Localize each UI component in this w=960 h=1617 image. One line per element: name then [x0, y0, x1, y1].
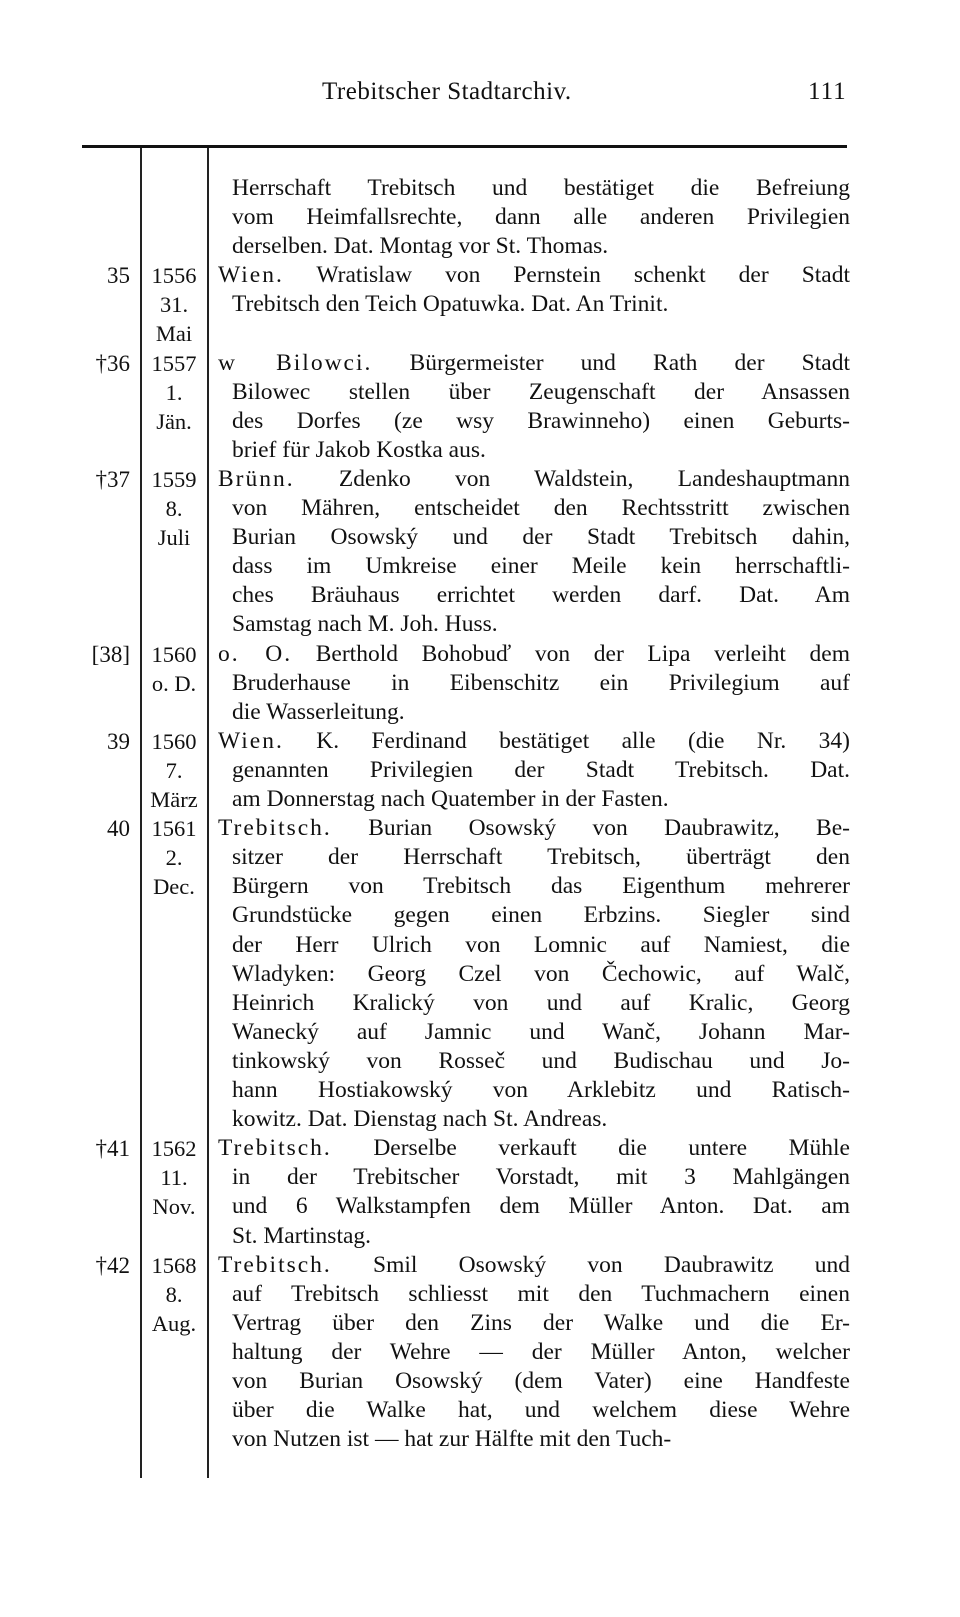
text-line: St. Martinstag.	[232, 1222, 372, 1249]
entry-place: o. O.	[218, 640, 293, 667]
entry-number: 39	[107, 728, 130, 754]
text-line: von Nutzen ist — hat zur Hälfte mit den Tuch-	[232, 1426, 672, 1453]
text-line: vom Heimfallsrechte, dann alle anderen Privilegien	[232, 204, 850, 231]
text-line	[218, 1251, 850, 1280]
column-divider-right	[207, 148, 209, 1478]
entry-place: Brünn.	[218, 466, 295, 492]
entry-text	[218, 640, 850, 727]
entry-date-part: 1568	[151, 1252, 197, 1278]
entry-date	[141, 465, 207, 552]
text-line-rest: Wratislaw von Pernstein schenkt der Stadt	[283, 262, 850, 289]
entry-date	[141, 727, 207, 814]
text-line-rest: Burian Osowský von Daubrawitz, Be-	[331, 815, 850, 842]
text-line-rest: Berthold Bohobuď von der Lipa verleiht dem	[292, 640, 850, 667]
entry-text	[218, 465, 850, 640]
entry-date-part: Mai	[155, 321, 193, 347]
entry-place: Trebitsch.	[218, 1251, 332, 1278]
entry-date-part: 1560	[151, 728, 197, 754]
text-line	[218, 349, 850, 378]
text-line	[218, 814, 850, 843]
text-line: am Donnerstag nach Quatember in der Fasten.	[232, 786, 669, 813]
entry-text	[218, 727, 850, 814]
entry-date-part: 1562	[151, 1136, 197, 1162]
text-line: von Mähren, entscheidet den Rechtsstritt zwischen	[232, 495, 850, 522]
entry-number: †41	[95, 1136, 130, 1162]
entry-date-part: 11.	[160, 1165, 188, 1191]
entry-date	[141, 349, 207, 436]
entry-number: 35	[107, 263, 130, 289]
entry-date	[141, 814, 207, 901]
text-line	[218, 1134, 850, 1163]
entry-date-part: 1561	[151, 816, 197, 842]
text-line	[218, 727, 850, 756]
entry-date-part: 1559	[151, 467, 197, 492]
entry-text	[218, 261, 850, 319]
entry-date-part: März	[150, 786, 198, 812]
text-line	[218, 465, 850, 494]
entry-date-part: 1560	[151, 641, 197, 667]
text-line: haltung der Wehre — der Müller Anton, welcher	[232, 1338, 850, 1365]
entry-date	[141, 1134, 207, 1221]
text-line: Herrschaft Trebitsch und bestätiget die Befreiung	[232, 175, 850, 201]
entry-date-part: 31.	[159, 292, 189, 318]
entry-number: †36	[95, 350, 130, 376]
entry-date-part: Aug.	[151, 1310, 197, 1336]
entry-number: [38]	[91, 641, 130, 667]
entry-date-part: o. D.	[151, 670, 197, 696]
text-line: Trebitsch den Teich Opatuwka. Dat. An Trinit.	[232, 291, 669, 318]
text-line: der Herr Ulrich von Lomnic auf Namiest, die	[232, 931, 850, 958]
entry-text	[218, 349, 850, 465]
entry-date-part: 8.	[165, 1281, 183, 1307]
entry-text	[218, 1134, 850, 1250]
entry-date-part: 2.	[165, 845, 183, 871]
text-line: hann Hostiakowský von Arklebitz und Ratisch-	[232, 1077, 850, 1104]
entry-date-part: Dec.	[153, 874, 195, 900]
entry-date-part: Nov.	[152, 1194, 196, 1220]
entry-date-part: 8.	[165, 496, 183, 521]
text-line: Samstag nach M. Joh. Huss.	[232, 611, 498, 638]
entry-date-part: Jän.	[156, 408, 192, 434]
entry-date-part: Juli	[157, 525, 191, 550]
entry-date	[141, 261, 207, 348]
entry-place: Trebitsch.	[218, 1135, 332, 1162]
text-line: Vertrag über den Zins der Walke und die Er-	[232, 1309, 850, 1336]
text-line: Grundstücke gegen einen Erbzins. Siegler sind	[232, 902, 850, 929]
text-line: ches Bräuhaus errichtet werden darf. Dat. Am	[232, 582, 850, 609]
entry-date-part: 7.	[165, 757, 183, 783]
entry-number: †42	[95, 1252, 130, 1278]
running-header-title: Trebitscher Stadtarchiv.	[322, 78, 572, 105]
entry-number: †37	[95, 467, 130, 492]
text-line-rest: Zdenko von Waldstein, Landeshauptmann	[294, 466, 850, 492]
text-line: auf Trebitsch schliesst mit den Tuchmachern einen	[232, 1280, 850, 1307]
text-line: brief für Jakob Kostka aus.	[232, 436, 486, 463]
entry-place: w Bilowci.	[218, 349, 373, 376]
text-line: des Dorfes (ze wsy Brawinneho) einen Geburts-	[232, 407, 850, 434]
text-line: dass im Umkreise einer Meile kein herrschaftli-	[232, 553, 850, 580]
entry-text	[218, 1251, 850, 1455]
text-line	[218, 261, 850, 290]
text-line: derselben. Dat. Montag vor St. Thomas.	[232, 233, 609, 260]
entry-date-part: 1.	[165, 379, 183, 405]
text-line: Bruderhause in Eibenschitz ein Privilegium auf	[232, 669, 850, 696]
text-line: in der Trebitscher Vorstadt, mit 3 Mahlgängen	[232, 1164, 850, 1191]
entry-date	[141, 1251, 207, 1338]
entry-date-part: 1556	[151, 263, 197, 289]
text-line: und 6 Walkstampfen dem Müller Anton. Dat. am	[232, 1193, 850, 1220]
text-line: über die Walke hat, und welchem diese Wehre	[232, 1397, 850, 1424]
text-line: Heinrich Kralický von und auf Kralic, Georg	[232, 989, 850, 1016]
header-rule	[82, 145, 847, 148]
text-line	[218, 640, 850, 669]
entry-number: 40	[107, 816, 130, 842]
text-line: die Wasserleitung.	[232, 698, 405, 725]
text-line: sitzer der Herrschaft Trebitsch, überträgt den	[232, 844, 850, 871]
text-line: Bürgern von Trebitsch das Eigenthum mehrerer	[232, 873, 850, 900]
entry-text	[218, 174, 850, 261]
entry-place: Wien.	[218, 727, 284, 754]
text-line: Wladyken: Georg Czel von Čechowic, auf Walč,	[232, 960, 850, 987]
entry-place: Trebitsch.	[218, 815, 332, 842]
text-line: tinkowský von Rosseč und Budischau und Jo-	[232, 1047, 850, 1074]
text-line: von Burian Osowský (dem Vater) eine Handfeste	[232, 1368, 850, 1395]
text-line-rest: Smil Osowský von Daubrawitz und	[331, 1251, 850, 1278]
text-line: Bilowec stellen über Zeugenschaft der Ansassen	[232, 378, 850, 405]
text-line: Burian Osowský und der Stadt Trebitsch dahin,	[232, 524, 850, 551]
entry-date	[141, 640, 207, 698]
text-line: Wanecký auf Jamnic und Wanč, Johann Mar-	[232, 1018, 850, 1045]
entry-text	[218, 814, 850, 1134]
text-line-rest: K. Ferdinand bestätiget alle (die Nr. 34)	[283, 727, 850, 754]
entry-date-part: 1557	[151, 350, 197, 376]
text-line-rest: Derselbe verkauft die untere Mühle	[331, 1135, 850, 1162]
entry-place: Wien.	[218, 262, 284, 289]
page-number: 111	[808, 78, 847, 105]
text-line: kowitz. Dat. Dienstag nach St. Andreas.	[232, 1106, 608, 1133]
text-line: genannten Privilegien der Stadt Trebitsch. Dat.	[232, 756, 850, 783]
text-line-rest: Bürgermeister und Rath der Stadt	[372, 349, 850, 376]
